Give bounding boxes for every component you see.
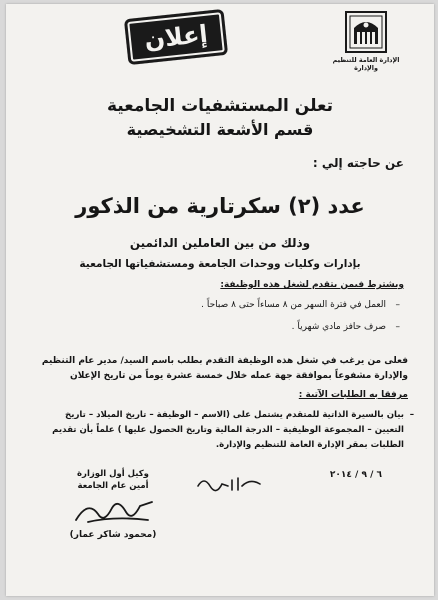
signatory-name: (محمود شاكر عمار) <box>69 530 157 540</box>
condition-item: – صرف حافز مادي شهرياً . <box>60 322 400 332</box>
requirements-heading: مرفقا به الطلبات الآتية : <box>298 390 408 400</box>
conditions-list <box>60 300 400 344</box>
announcement-page <box>6 4 434 596</box>
department-title: قسم الأشعة التشخيصية <box>126 120 314 139</box>
announcement-stamp <box>124 9 228 65</box>
handwritten-mark-icon <box>194 472 264 494</box>
position-title: عدد (٢) سكرتارية من الذكور <box>75 194 365 218</box>
scope-line: بإدارات وكليات ووحدات الجامعة ومستشفياتها الجامعية <box>79 258 361 270</box>
signatory-block <box>58 468 168 540</box>
issue-date: ٦ / ٩ / ٢٠١٤ <box>329 470 382 480</box>
organization-caption: الإدارة العامة للتنظيم والإدارة <box>332 56 400 72</box>
signatory-title-2: أمين عام الجامعة <box>77 481 149 491</box>
eligibility-subtitle: وذلك من بين العاملين الدائمين <box>129 236 311 250</box>
signatory-title-1: وكيل أول الوزارة <box>77 469 149 479</box>
addressee-line: عن حاجته إلي : <box>312 156 404 170</box>
issuer-title: تعلن المستشفيات الجامعية <box>106 96 334 116</box>
condition-item: – العمل في فترة السهر من ٨ مساءاً حتى ٨ صباحاً . <box>60 300 400 310</box>
conditions-heading: ويشترط فيمن يتقدم لشغل هذه الوظيفة: <box>220 280 404 290</box>
university-emblem-icon <box>344 10 388 54</box>
application-paragraph: فعلى من يرغب في شغل هذه الوظيفة التقدم بطلب باسم السيد/ مدير عام التنظيم والإدارة مشفوعاً بموافقة جهة عمله خلال خمسة عشرة يوماً من تاريخ الإعلان <box>41 356 408 381</box>
university-logo <box>326 10 406 72</box>
signature-icon <box>68 494 158 528</box>
requirements-body: – بيان بالسيرة الذاتية للمتقدم يشتمل على (الاسم – الوظيفة – تاريخ الميلاد – تاريخ التعيين – المجموعة الوظيفية – الدرجة المالية وتاريخ الحصول عليها ) علماً بأن تقديم الطلبات بمقر الإدارة العامة للتنظيم والإدارة. <box>38 408 404 453</box>
announcement-stamp-label: إعلان <box>124 9 228 65</box>
